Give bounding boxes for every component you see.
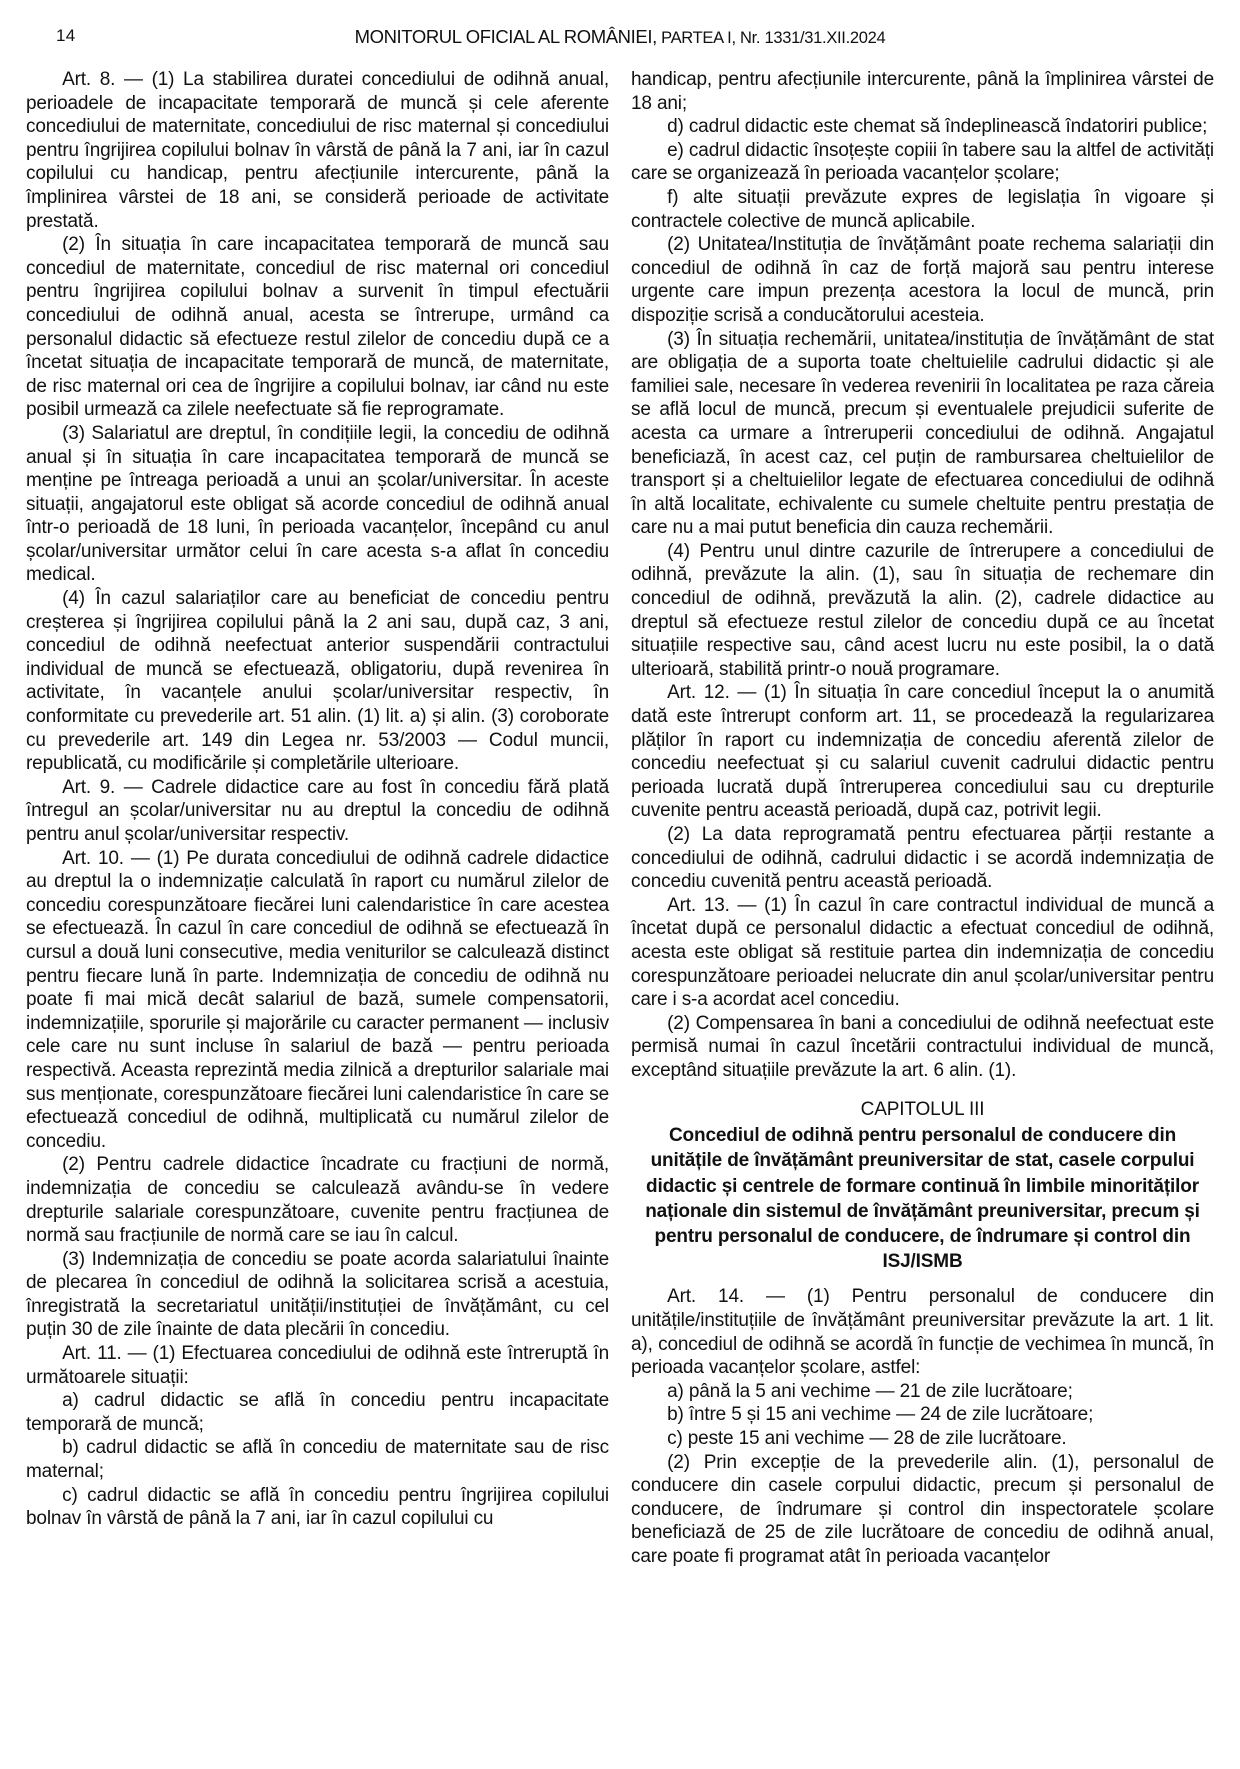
paragraph-art9: Art. 9. — Cadrele didactice care au fost în concediu fără plată întregul an școlar/universitar nu au dreptul la concediu de odihnă pentru anul școlar/universitar respectiv. [26, 776, 609, 845]
paragraph-art12-1: Art. 12. — (1) În situația în care concediul început la o anumită dată este întrerupt conform art. 11, se procedează la regularizarea plăților în raport cu indemnizația de concediu aferentă zilelor de concediu neefectuat și cu salariul cuvenit cadrului didactic pentru perioada lucrată după întreruperea concediului sau cu drepturile cuvenite pentru această perioadă, după caz, potrivit legii. [631, 682, 1214, 822]
paragraph-art10-1: Art. 10. — (1) Pe durata concediului de odihnă cadrele didactice au dreptul la o indemnizație calculată în raport cu numărul zilelor de concediu corespunzătoare fiecărei luni calendaristice în care acestea se efectuează. În cazul în care concediul de odihnă se efectuează în cursul a două luni consecutive, media veniturilor se calculează distinct pentru fiecare lună în parte. Indemnizația de concediu de odihnă nu poate fi mai mică decât salariul de bază, sumele compensatorii, indemnizațiile, sporurile și majorările cu caracter permanent — inclusiv cele care nu sunt incluse în salariul de bază — pentru perioada respectivă. Aceasta reprezintă media zilnică a drepturilor salariale mai sus menționate, corespunzătoare fiecărei luni calendaristice în care se efectuează concediul de odihnă, multiplicată cu numărul zilelor de concediu. [26, 847, 609, 1152]
paragraph-art13-1: Art. 13. — (1) În cazul în care contractul individual de muncă a încetat după ce personalul didactic a efectuat concediul de odihnă, acesta este obligat să restituie partea din indemnizația de concediu corespunzătoare perioadei nelucrate din anul școlar/universitar pentru care i s-a acordat acel concediu. [631, 894, 1214, 1011]
paragraph-art11-3: (3) În situația rechemării, unitatea/instituția de învățământ de stat are obligația de a suporta toate cheltuielile cadrului didactic și ale familiei sale, necesare în vederea revenirii în localitatea pe raza căreia se află locul de muncă, precum și eventualele prejudicii suferite de acesta ca urmare a întreruperii concediului de odihnă. Angajatul beneficiază, în acest caz, cel puțin de rambursarea cheltuielilor de transport și a cheltuielilor legate de efectuarea concediului de odihnă în altă localitate, echivalente cu sumele cheltuite pentru prestația de care nu a mai putut beneficia din cauza rechemării. [631, 328, 1214, 539]
gazette-page [0, 14, 1240, 1568]
two-column-body [26, 68, 1214, 1568]
journal-title [26, 26, 1214, 48]
chapter-label: CAPITOLUL III [860, 1098, 985, 1120]
paragraph-art14-2: (2) Prin excepție de la prevederile alin. (1), personalul de conducere din casele corpului didactic, precum și personalul de conducere, de îndrumare și control din inspectoratele școlare beneficiază de 25 de zile lucrătoare de concediu de odihnă anual, care poate fi programat atât în perioada vacanțelor [631, 1451, 1214, 1567]
page-header [26, 14, 1214, 64]
paragraph-art14-1c: c) peste 15 ani vechime — 28 de zile lucrătoare. [667, 1427, 1067, 1449]
paragraph-art10-3: (3) Indemnizația de concediu se poate acorda salariatului înainte de plecarea în concediul de odihnă la solicitarea scrisă a acestuia, înregistrată la secretariatul unității/instituției de învățământ, cu cel puțin 30 de zile înainte de data plecării în concediu. [26, 1248, 609, 1341]
paragraph-art11-1c-continued: handicap, pentru afecțiunile intercurente, până la împlinirea vârstei de 18 ani; [631, 69, 1214, 114]
chapter-title: Concediul de odihnă pentru personalul de conducere din unitățile de învățământ preuniversitar de stat, casele corpului didactic și centrele de formare continuă în limbile minorităților naționale din sistemul de învățământ preuniversitar, precum și pentru personalul de conducere, de îndrumare și control din ISJ/ISMB [645, 1125, 1200, 1273]
paragraph-art8-2: (2) În situația în care incapacitatea temporară de muncă sau concediul de maternitate, concediul de risc maternal ori concediul pentru îngrijirea copilului bolnav a survenit în timpul efectuării concediului de odihnă anual, acesta se întrerupe, urmând ca personalul didactic să efectueze restul zilelor de concediu după ce a încetat situația de incapacitate temporară de muncă, de maternitate, de risc maternal ori cea de îngrijire a copilului bolnav, iar când nu este posibil urmează ca zilele neefectuate să fie reprogramate. [26, 234, 609, 421]
paragraph-art11-4: (4) Pentru unul dintre cazurile de întrerupere a concediului de odihnă, prevăzute la alin. (1), sau în situația de rechemare din concediul de odihnă, prevăzută la alin. (2), cadrele didactice au dreptul să efectueze restul zilelor de concediu după ce au încetat situațiile respective sau, când acest lucru nu este posibil, la o dată ulterioară, stabilită printr-o nouă programare. [631, 540, 1214, 680]
paragraph-art11-1e: e) cadrul didactic însoțește copiii în tabere sau la altfel de activități care se organizează în perioada vacanțelor școlare; [631, 139, 1214, 185]
paragraph-art14-1b: b) între 5 și 15 ani vechime — 24 de zile lucrătoare; [667, 1404, 1094, 1426]
right-column [631, 68, 1214, 1568]
paragraph-art14-1a: a) până la 5 ani vechime — 21 de zile lucrătoare; [667, 1380, 1073, 1402]
paragraph-art11-1: Art. 11. — (1) Efectuarea concediului de odihnă este întreruptă în următoarele situații: [26, 1343, 609, 1388]
paragraph-art11-1f: f) alte situații prevăzute expres de legislația în vigoare și contractele colective de muncă aplicabile. [631, 186, 1214, 232]
page-number: 14 [56, 26, 76, 45]
paragraph-art11-1b: b) cadrul didactic se află în concediu de maternitate sau de risc maternal; [26, 1437, 609, 1483]
paragraph-art11-2: (2) Unitatea/Instituția de învățământ poate rechema salariații din concediul de odihnă în caz de forță majoră sau pentru interese urgente care impun prezența acestora la locul de muncă, prin dispoziție scrisă a conducătorului acesteia. [631, 234, 1214, 326]
paragraph-art8-4: (4) În cazul salariaților care au beneficiat de concediu pentru creșterea și îngrijirea copilului până la 2 ani sau, după caz, 3 ani, concediul de odihnă neefectuat anterior suspendării contractului individual de muncă se efectuează, obligatoriu, după revenirea în activitate, în vacanțele anului școlar/universitar respectiv, în conformitate cu prevederile art. 51 alin. (1) lit. a) și alin. (3) coroborate cu prevederile art. 149 din Legea nr. 53/2003 — Codul muncii, republicată, cu modificările și completările ulterioare. [26, 588, 609, 775]
paragraph-art8-1: Art. 8. — (1) La stabilirea duratei concediului de odihnă anual, perioadele de incapacitate temporară de muncă și cele aferente concediului de maternitate, concediului de risc maternal și concediului pentru îngrijirea copilului bolnav în vârstă de până la 7 ani, iar în cazul copilului cu handicap, pentru afecțiunile intercurente, până la împlinirea vârstei de 18 ani, se consideră perioade de activitate prestată. [26, 69, 609, 232]
journal-title-main: MONITORUL OFICIAL AL ROMÂNIEI, [354, 26, 657, 47]
paragraph-art12-2: (2) La data reprogramată pentru efectuarea părții restante a concediului de odihnă, cadrului didactic i se acordă indemnizația de concediu cuvenită pentru această perioadă. [631, 824, 1214, 893]
paragraph-art11-1c: c) cadrul didactic se află în concediu pentru îngrijirea copilului bolnav în vârstă de până la 7 ani, iar în cazul copilului cu [26, 1484, 609, 1530]
paragraph-art11-1d: d) cadrul didactic este chemat să îndeplinească îndatoriri publice; [667, 116, 1208, 138]
paragraph-art11-1a: a) cadrul didactic se află în concediu pentru incapacitate temporară de muncă; [26, 1390, 609, 1435]
paragraph-art14-1: Art. 14. — (1) Pentru personalul de conducere din unitățile/instituțiile de învățământ preuniversitar prevăzute la art. 1 lit. a), concediul de odihnă se acordă în funcție de vechimea în muncă, în perioada vacanțelor școlare, astfel: [631, 1286, 1214, 1379]
journal-title-detail: PARTEA I, Nr. 1331/31.XII.2024 [656, 29, 886, 47]
paragraph-art10-2: (2) Pentru cadrele didactice încadrate cu fracțiuni de normă, indemnizația de concediu se calculează avându-se în vedere drepturile salariale corespunzătoare, cuvenite pentru fracțiunea de normă sau fracțiunile de normă care se iau în calcul. [26, 1154, 609, 1247]
paragraph-art8-3: (3) Salariatul are dreptul, în condițiile legii, la concediu de odihnă anual și în situația în care incapacitatea temporară de muncă se menține pe întreaga perioadă a unui an școlar/universitar. În aceste situații, angajatorul este obligat să acorde concediul de odihnă anual într-o perioadă de 18 luni, în perioada vacanțelor, începând cu anul școlar/universitar următor celui în care acesta s-a aflat în concediu medical. [26, 422, 609, 586]
left-column [26, 68, 609, 1568]
paragraph-art13-2: (2) Compensarea în bani a concediului de odihnă neefectuat este permisă numai în cazul încetării contractului individual de muncă, exceptând situațiile prevăzute la art. 6 alin. (1). [631, 1012, 1214, 1081]
